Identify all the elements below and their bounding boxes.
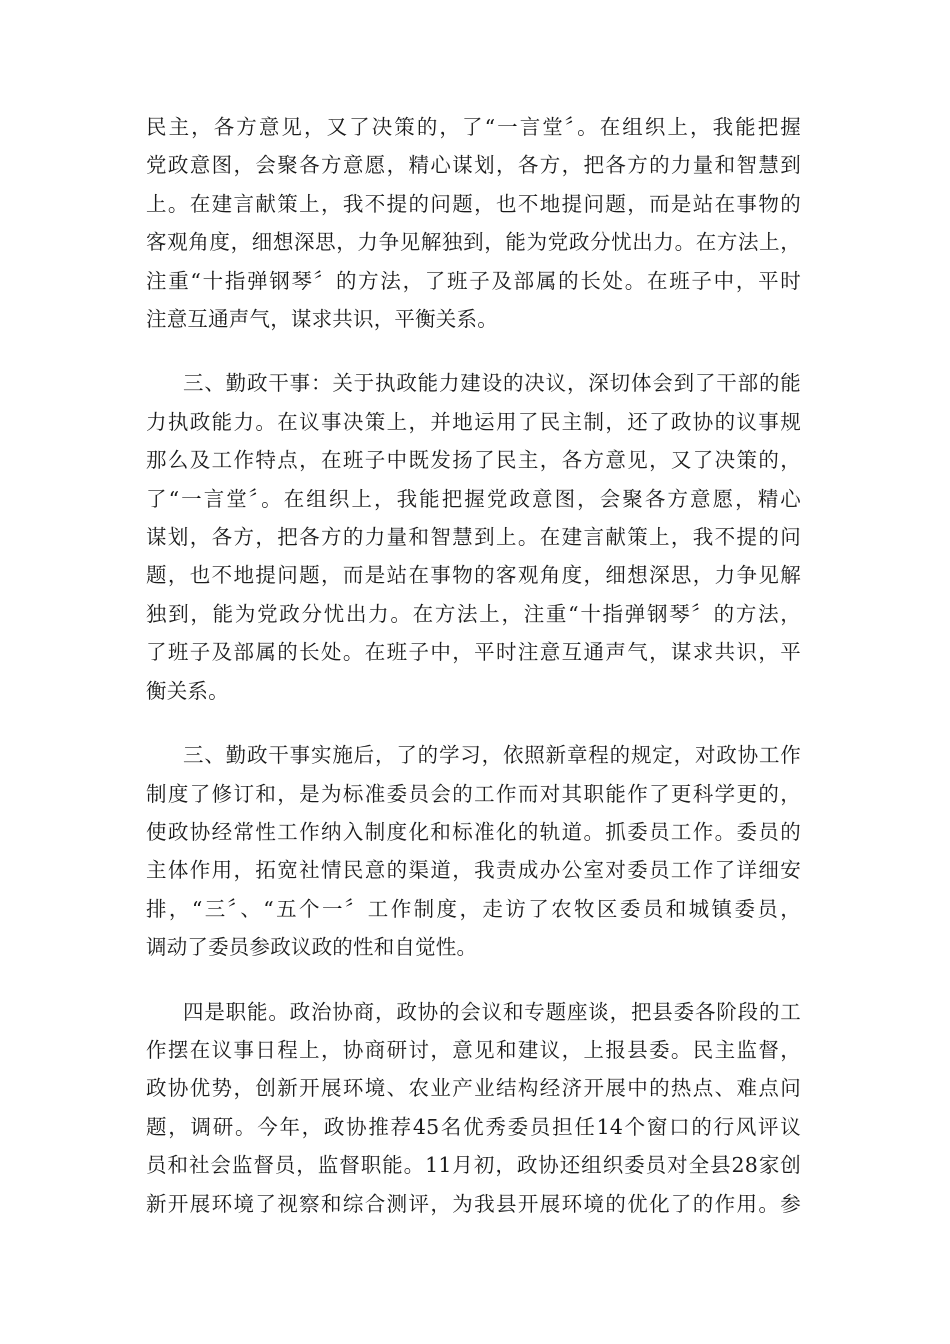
text-line: 民主，各方意见，又了决策的，了“一言堂〞。在组织上，我能把握	[146, 115, 801, 139]
paragraph-4	[146, 993, 801, 1223]
text-line: 政协优势，创新开展环境、农业产业结构经济开展中的热点、难点问	[146, 1076, 801, 1101]
text-line: 独到，能为党政分忧出力。在方法上，注重“十指弹钢琴〞的方法，	[146, 601, 801, 626]
text-line: 三、勤政干事实施后，了的学习，依照新章程的规定，对政协工作	[183, 743, 801, 768]
text-line: 了“一言堂〞。在组织上，我能把握党政意图，会聚各方意愿，精心	[146, 486, 801, 511]
text-line: 员和社会监督员，监督职能。11月初，政协还组织委员对全县28家创	[146, 1153, 801, 1178]
text-line: 客观角度，细想深思，力争见解独到，能为党政分忧出力。在方法上，	[146, 230, 801, 255]
paragraph-1	[146, 108, 801, 338]
text-line: 注重“十指弹钢琴〞的方法，了班子及部属的长处。在班子中，平时	[146, 268, 801, 293]
text-line: 那么及工作特点，在班子中既发扬了民主，各方意见，又了决策的，	[146, 448, 801, 473]
text-line: 新开展环境了视察和综合测评，为我县开展环境的优化了的作用。参	[146, 1191, 801, 1216]
text-line: 三、勤政干事：关于执政能力建设的决议，深切体会到了干部的能	[183, 371, 801, 396]
text-line: 四是职能。政治协商，政协的会议和专题座谈，把县委各阶段的工	[183, 999, 801, 1024]
text-line: 作摆在议事日程上，协商研讨，意见和建议，上报县委。民主监督，	[146, 1037, 801, 1062]
text-line: 调动了委员参政议政的性和自觉性。	[146, 935, 478, 960]
text-line: 题，调研。今年，政协推荐45名优秀委员担任14个窗口的行风评议	[146, 1114, 801, 1139]
text-line: 使政协经常性工作纳入制度化和标准化的轨道。抓委员工作。委员的	[146, 819, 801, 844]
text-line: 主体作用，拓宽社情民意的渠道，我责成办公室对委员工作了详细安	[146, 858, 801, 883]
text-line: 了班子及部属的长处。在班子中，平时注意互通声气，谋求共识，平	[146, 640, 801, 665]
text-line: 谋划，各方，把各方的力量和智慧到上。在建言献策上，我不提的问	[146, 525, 801, 550]
paragraph-2	[146, 364, 801, 710]
text-line: 力执政能力。在议事决策上，并地运用了民主制，还了政协的议事规	[146, 409, 801, 434]
document-body	[146, 108, 801, 1249]
text-line: 制度了修订和，是为标准委员会的工作而对其职能作了更科学更的，	[146, 781, 801, 806]
text-line: 注意互通声气，谋求共识，平衡关系。	[146, 307, 498, 332]
text-line: 衡关系。	[146, 678, 229, 703]
text-line: 题，也不地提问题，而是站在事物的客观角度，细想深思，力争见解	[146, 563, 801, 588]
text-line: 排，“三〞、“五个一〞工作制度，走访了农牧区委员和城镇委员，	[146, 896, 801, 921]
text-line: 党政意图，会聚各方意愿，精心谋划，各方，把各方的力量和智慧到	[146, 153, 801, 178]
text-line: 上。在建言献策上，我不提的问题，也不地提问题，而是站在事物的	[146, 191, 801, 216]
paragraph-3	[146, 736, 801, 966]
